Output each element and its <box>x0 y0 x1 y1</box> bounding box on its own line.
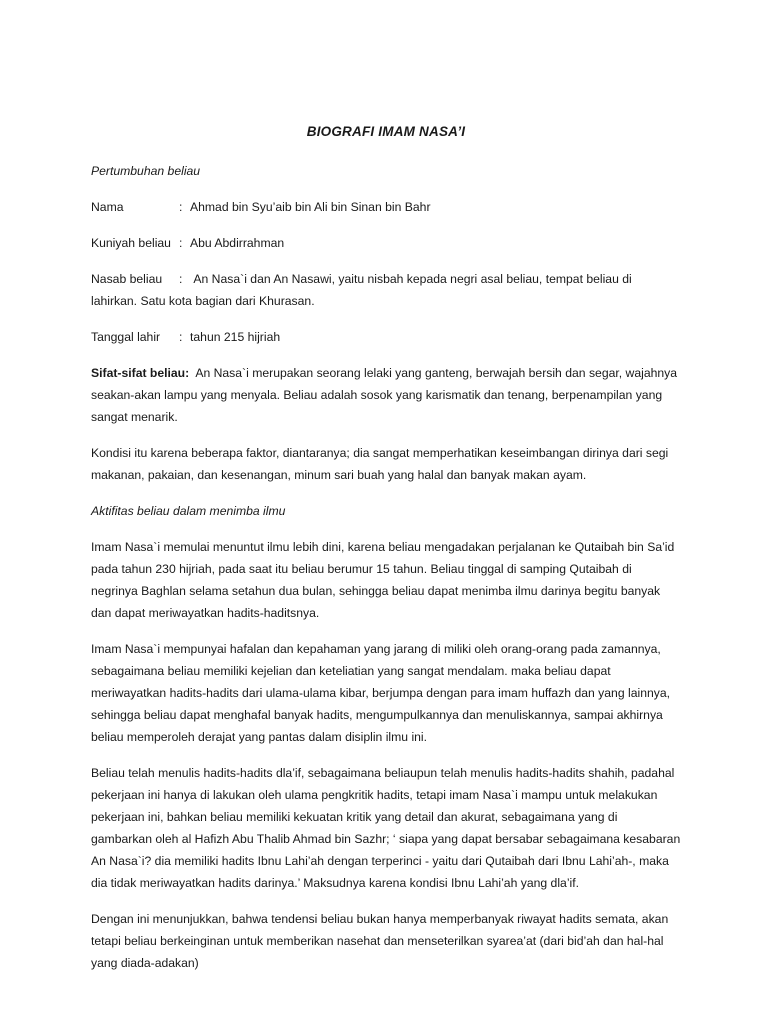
paragraph-2: Imam Nasa`i mempunyai hafalan dan kepahaman yang jarang di miliki oleh orang-orang pada zamannya, sebagaimana beliau memiliki kejelian dan keteliatian yang sangat mendalam. maka beliau dapat meriwayatkan hadits-hadits dari ulama-ulama kibar, berjumpa dengan para imam huffazh dan yang lainnya, sehingga beliau dapat menghafal banyak hadits, mengumpulkannya dan menuliskannya, sampai akhirnya beliau memperoleh derajat yang pantas dalam disiplin ilmu ini. <box>91 642 671 744</box>
sifat-label: Sifat-sifat beliau: <box>91 366 190 380</box>
field-separator: : <box>179 236 183 250</box>
field-separator: : <box>179 200 183 214</box>
sifat-text: An Nasa`i merupakan seorang lelaki yang ganteng, berwajah bersih dan segar, wajahnya seakan-akan lampu yang menyala. Beliau adalah sosok yang karismatik dan tenang, berpenampilan yang sangat menarik. <box>91 366 678 424</box>
kondisi-paragraph: Kondisi itu karena beberapa faktor, diantaranya; dia sangat memperhatikan keseimbangan dirinya dari segi makanan, pakaian, dan kesenangan, minum sari buah yang halal dan banyak makan ayam. <box>91 446 669 482</box>
document-body <box>91 121 681 988</box>
paragraph-3: Beliau telah menulis hadits-hadits dla’if, sebagaimana beliaupun telah menulis hadits-hadits shahih, padahal pekerjaan ini hanya di lakukan oleh ulama pengkritik hadits, tetapi imam Nasa`i mampu untuk melakukan pekerjaan ini, bahkan beliau memiliki kekuatan kritik yang detail dan akurat, sebagaimana yang di gambarkan oleh al Hafizh Abu Thalib Ahmad bin Sazhr; ‘ siapa yang dapat bersabar sebagaimana kesabaran An Nasa`i? dia memiliki hadits Ibnu Lahi’ah dengan terperinci - yaitu dari Qutaibah dari Ibnu Lahi’ah-, maka dia tidak meriwayatkan hadits darinya.’ Maksudnya karena kondisi Ibnu Lahi’ah yang dla’if. <box>91 766 681 890</box>
field-label-nasab: Nasab beliau <box>91 272 163 286</box>
field-value-kuniyah: Abu Abdirrahman <box>190 236 285 250</box>
field-nasab <box>91 268 681 312</box>
sifat-paragraph <box>91 362 681 428</box>
field-nama <box>91 196 681 218</box>
field-label-nama: Nama <box>91 200 124 214</box>
field-value-nasab: An Nasa`i dan An Nasawi, yaitu nisbah kepada negri asal beliau, tempat beliau di lahirkan. Satu kota bagian dari Khurasan. <box>91 272 632 308</box>
field-label-kuniyah: Kuniyah beliau <box>91 236 171 250</box>
page-title: BIOGRAFI IMAM NASA’I <box>306 124 466 139</box>
section-heading-pertumbuhan: Pertumbuhan beliau <box>91 164 201 178</box>
paragraph-1: Imam Nasa`i memulai menuntut ilmu lebih dini, karena beliau mengadakan perjalanan ke Qutaibah bin Sa’id pada tahun 230 hijriah, pada saat itu beliau berumur 15 tahun. Beliau tinggal di samping Qutaibah di negrinya Baghlan selama setahun dua bulan, sehingga beliau dapat menimba ilmu darinya begitu banyak dan dapat meriwayatkan hadits-haditsnya. <box>91 540 675 620</box>
paragraph-4: Dengan ini menunjukkan, bahwa tendensi beliau bukan hanya memperbanyak riwayat hadits semata, akan tetapi beliau berkeinginan untuk memberikan nasehat dan menseterilkan syarea’at (dari bid’ah dan hal-hal yang diada-adakan) <box>91 912 669 970</box>
field-value-tanggal: tahun 215 hijriah <box>190 330 281 344</box>
field-kuniyah <box>91 232 681 254</box>
section-heading-aktifitas: Aktifitas beliau dalam menimba ilmu <box>91 504 286 518</box>
field-value-nama: Ahmad bin Syu’aib bin Ali bin Sinan bin Bahr <box>190 200 431 214</box>
field-tanggal-lahir <box>91 326 681 348</box>
field-separator: : <box>179 330 183 344</box>
field-label-tanggal: Tanggal lahir <box>91 330 161 344</box>
field-separator: : <box>179 272 183 286</box>
